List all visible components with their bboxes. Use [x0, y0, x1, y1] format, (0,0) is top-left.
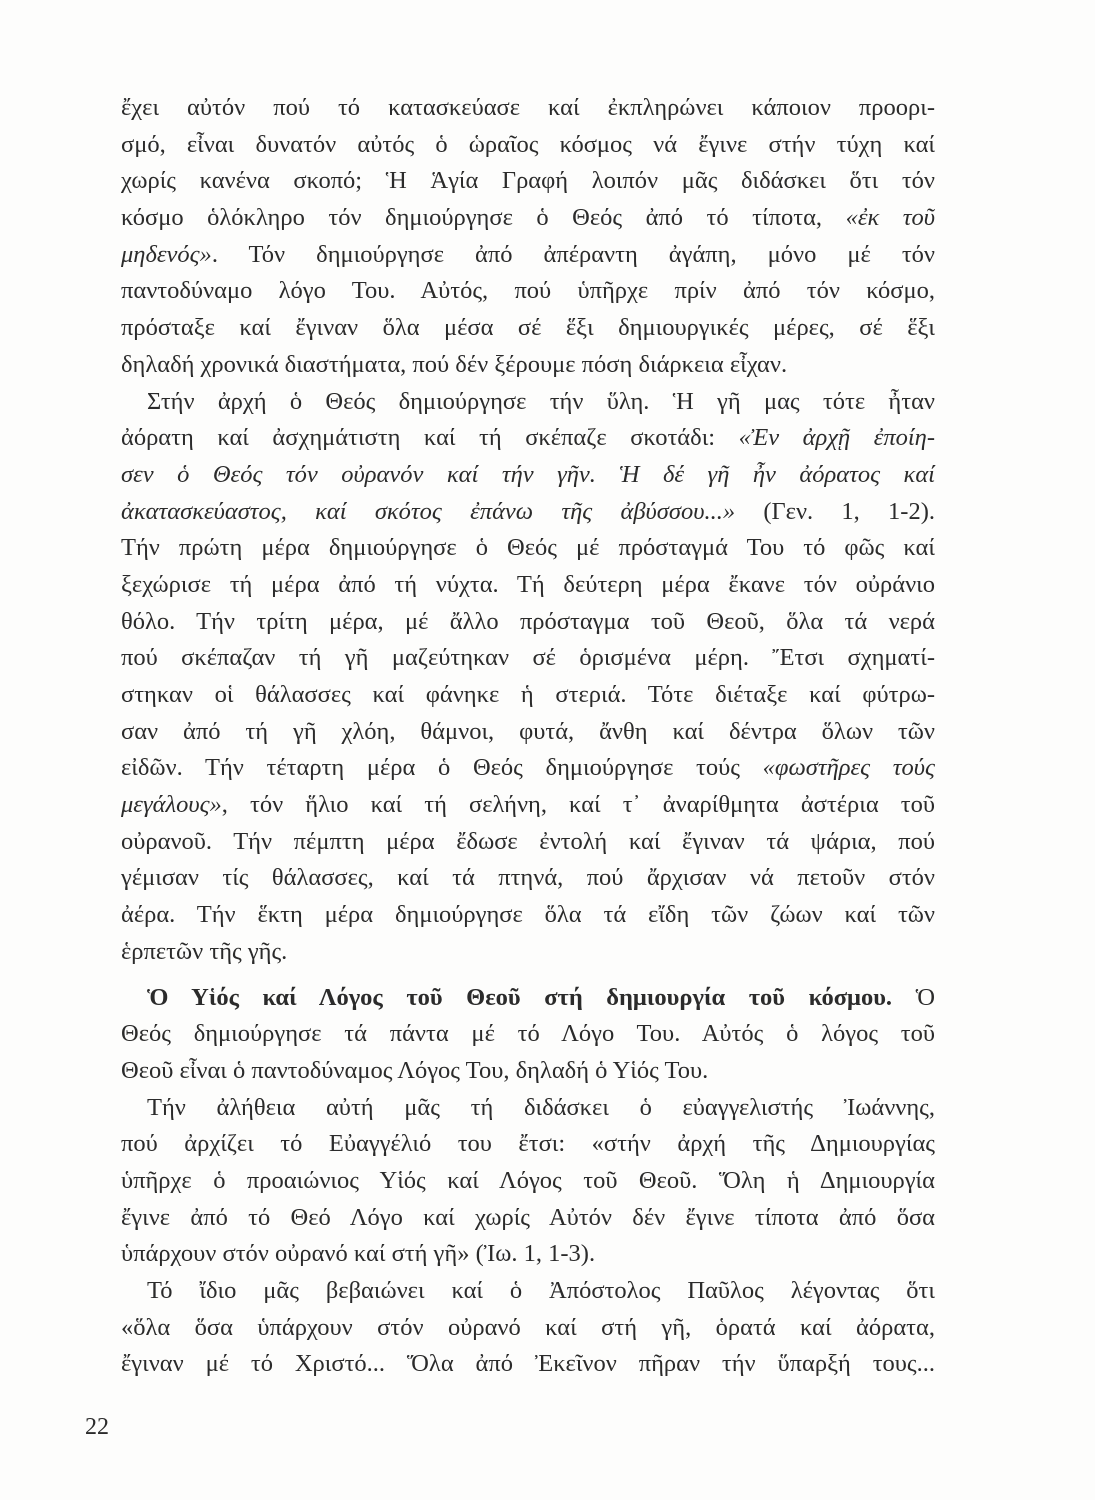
text-line: [121, 824, 935, 861]
text-segment: ἑρπετῶν τῆς γῆς.: [121, 937, 288, 965]
text-segment: κόσμο ὁλόκληρο τόν δημιούργησε ὁ Θεός ἀπό τό τίποτα,: [121, 204, 846, 232]
text-segment: γέμισαν τίς θάλασσες, καί τά πτηνά, πού ἄρχισαν νά πετοῦν στόν: [121, 864, 935, 892]
text-line: [121, 1310, 935, 1347]
text-line: [121, 1163, 935, 1200]
text-segment: ὑπάρχουν στόν οὐρανό καί στή γῆ» (Ἰω. 1, 1-3).: [121, 1240, 596, 1268]
text-line: [121, 127, 935, 164]
text-line: [121, 494, 935, 531]
text-line: [121, 1236, 935, 1273]
text-segment: Τήν ἀλήθεια αὐτή μᾶς τή διδάσκει ὁ εὐαγγελιστής Ἰωάννης,: [147, 1093, 935, 1121]
text-segment: ἔγιναν μέ τό Χριστό... Ὅλα ἀπό Ἐκεῖνον πῆραν τήν ὕπαρξή τους...: [121, 1350, 935, 1378]
text-segment: Θεοῦ εἶναι ὁ παντοδύναμος Λόγος Του, δηλαδή ὁ Υἱός Του.: [121, 1056, 709, 1084]
page-number: 22: [85, 1414, 109, 1440]
text-line: [121, 347, 935, 384]
text-line: [121, 980, 935, 1017]
text-line: [121, 384, 935, 421]
text-line: [121, 934, 935, 971]
text-segment: ξεχώρισε τή μέρα ἀπό τή νύχτα. Τή δεύτερη μέρα ἔκανε τόν οὐράνιο: [121, 570, 935, 598]
text-line: [121, 714, 935, 751]
text-line: [121, 90, 935, 127]
text-segment: Τό ἴδιο μᾶς βεβαιώνει καί ὁ Ἀπόστολος Παῦλος λέγοντας ὅτι: [147, 1277, 935, 1304]
text-line: [121, 1126, 935, 1163]
text-segment: πού ἀρχίζει τό Εὐαγγέλιό του ἔτσι: «στήν ἀρχή τῆς Δημιουργίας: [121, 1130, 935, 1158]
text-segment: σαν ἀπό τή γῆ χλόη, θάμνοι, φυτά, ἄνθη καί δέντρα ὅλων τῶν: [121, 717, 935, 745]
text-segment: σμό, εἶναι δυνατόν αὐτός ὁ ὡραῖος κόσμος νά ἔγινε στήν τύχη καί: [121, 130, 935, 158]
text-line: [121, 163, 935, 200]
text-line: [121, 860, 935, 897]
text-line: [121, 897, 935, 934]
text-line: [121, 604, 935, 641]
text-segment: χωρίς κανένα σκοπό; Ἡ Ἁγία Γραφή λοιπόν μᾶς διδάσκει ὅτι τόν: [121, 167, 935, 195]
italic-quote-text: «ἐκ τοῦ: [845, 204, 936, 232]
italic-quote-text: ἀκατασκεύαστος, καί σκότος ἐπάνω τῆς ἀβύσσου...»: [121, 497, 736, 525]
text-segment: ἔχει αὐτόν πού τό κατασκεύασε καί ἐκπληρώνει κάποιον προορι-: [121, 94, 935, 121]
text-line: [121, 457, 935, 494]
text-segment: Στήν ἀρχή ὁ Θεός δημιούργησε τήν ὕλη. Ἡ γῆ μας τότε ἦταν: [147, 387, 935, 415]
text-line: [121, 640, 935, 677]
text-segment: ὑπῆρχε ὁ προαιώνιος Υἱός καί Λόγος τοῦ Θεοῦ. Ὅλη ἡ Δημιουργία: [121, 1166, 935, 1194]
text-line: [121, 750, 935, 787]
text-line: [121, 1200, 935, 1237]
text-line: [121, 567, 935, 604]
italic-quote-text: «φωστῆρες τούς: [762, 754, 935, 782]
italic-quote-text: μηδενός»: [121, 240, 212, 268]
bold-heading-text: Ὁ Υἱός καί Λόγος τοῦ Θεοῦ στή δημιουργία τοῦ κόσμου.: [147, 983, 893, 1011]
text-line: [121, 200, 935, 237]
text-segment: πού σκέπαζαν τή γῆ μαζεύτηκαν σέ ὁρισμένα μέρη. Ἔτσι σχηματί-: [121, 644, 935, 672]
text-line: [121, 677, 935, 714]
paragraph: [121, 90, 935, 384]
text-line: [121, 530, 935, 567]
text-segment: . Τόν δημιούργησε ἀπό ἀπέραντη ἀγάπη, μόνο μέ τόν: [211, 240, 935, 268]
text-segment: ἀέρα. Τήν ἕκτη μέρα δημιούργησε ὅλα τά εἴδη τῶν ζώων καί τῶν: [121, 901, 935, 929]
text-line: [121, 1090, 935, 1127]
text-segment: Τήν πρώτη μέρα δημιούργησε ὁ Θεός μέ πρόσταγμά Του τό φῶς καί: [121, 534, 935, 562]
text-line: [121, 237, 935, 274]
italic-quote-text: μεγάλους»: [121, 791, 222, 819]
paragraph: [121, 1273, 935, 1383]
text-segment: πρόσταξε καί ἔγιναν ὅλα μέσα σέ ἕξι δημιουργικές μέρες, σέ ἕξι: [121, 314, 935, 342]
text-line: [121, 787, 935, 824]
text-segment: Ὁ: [892, 983, 935, 1011]
text-line: [121, 1273, 935, 1310]
page-body-text: [121, 90, 935, 1383]
italic-quote-text: σεν ὁ Θεός τόν οὐρανόν καί τήν γῆν. Ἡ δέ γῆ ἦν ἀόρατος καί: [121, 460, 935, 488]
text-segment: ἀόρατη καί ἀσχημάτιστη καί τή σκέπαζε σκοτάδι:: [121, 424, 739, 452]
text-segment: «ὅλα ὅσα ὑπάρχουν στόν οὐρανό καί στή γῆ, ὁρατά καί ἀόρατα,: [121, 1313, 935, 1341]
section-heading-paragraph: [121, 980, 935, 1090]
text-segment: Θεός δημιούργησε τά πάντα μέ τό Λόγο Του. Αὐτός ὁ λόγος τοῦ: [121, 1020, 935, 1048]
paragraph: [121, 1090, 935, 1273]
text-line: [121, 273, 935, 310]
text-line: [121, 420, 935, 457]
italic-quote-text: «Ἐν ἀρχῇ ἐποίη-: [738, 424, 935, 452]
paragraph: [121, 384, 935, 971]
text-line: [121, 1346, 935, 1383]
text-segment: , τόν ἥλιο καί τή σελήνη, καί τ᾽ ἀναρίθμητα ἀστέρια τοῦ: [221, 791, 935, 819]
text-segment: θόλο. Τήν τρίτη μέρα, μέ ἄλλο πρόσταγμα τοῦ Θεοῦ, ὅλα τά νερά: [121, 607, 935, 635]
text-segment: εἰδῶν. Τήν τέταρτη μέρα ὁ Θεός δημιούργησε τούς: [121, 754, 763, 782]
text-line: [121, 1053, 935, 1090]
text-segment: οὐρανοῦ. Τήν πέμπτη μέρα ἔδωσε ἐντολή καί ἔγιναν τά ψάρια, πού: [121, 827, 935, 855]
text-line: [121, 310, 935, 347]
text-segment: (Γεν. 1, 1-2).: [735, 497, 935, 525]
text-line: [121, 1016, 935, 1053]
text-segment: στηκαν οἱ θάλασσες καί φάνηκε ἡ στεριά. Τότε διέταξε καί φύτρω-: [121, 681, 935, 708]
text-segment: ἔγινε ἀπό τό Θεό Λόγο καί χωρίς Αὐτόν δέν ἔγινε τίποτα ἀπό ὅσα: [121, 1203, 935, 1231]
text-segment: δηλαδή χρονικά διαστήματα, πού δέν ξέρουμε πόση διάρκεια εἶχαν.: [121, 350, 788, 378]
text-segment: παντοδύναμο λόγο Του. Αὐτός, πού ὑπῆρχε πρίν ἀπό τόν κόσμο,: [121, 277, 935, 305]
